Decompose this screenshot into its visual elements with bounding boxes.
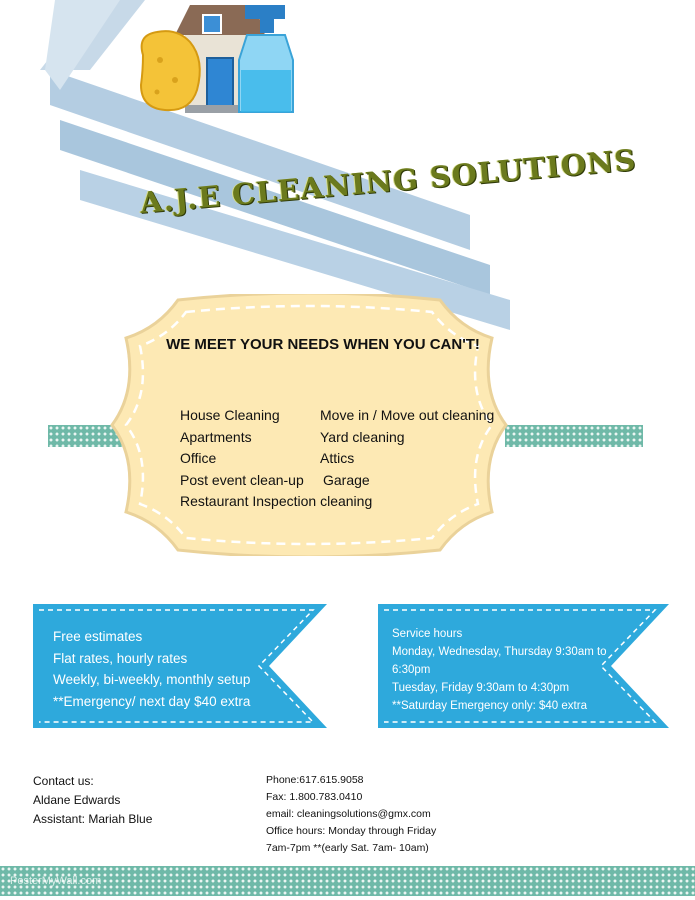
contact-line: Contact us: (33, 774, 94, 788)
contact-names (33, 772, 152, 829)
contact-line: Aldane Edwards (33, 793, 121, 807)
sponge-icon (141, 31, 200, 110)
service-item: Restaurant Inspection cleaning (180, 493, 373, 509)
service-item: Apartments (180, 428, 252, 445)
contact-details (266, 772, 436, 857)
contact-line: email: cleaningsolutions@gmx.com (266, 808, 431, 820)
offer-item: Weekly, bi-weekly, monthly setup (53, 672, 251, 687)
hours-line: Tuesday, Friday 9:30am to 4:30pm (392, 682, 570, 694)
service-item: Attics (320, 450, 355, 466)
brand-title: A.J.E CLEANING SOLUTIONS (138, 142, 638, 220)
footer-polka-strip (0, 866, 695, 896)
contact-line: Office hours: Monday through Friday (266, 825, 437, 837)
service-item: Move in / Move out cleaning (320, 407, 495, 423)
hours-heading: Service hours (392, 628, 463, 640)
services-right-list (320, 405, 494, 491)
offer-item: Flat rates, hourly rates (53, 650, 188, 666)
polka-strip-right (505, 425, 643, 447)
cleaning-illustration (135, 0, 310, 120)
offers-list (53, 626, 250, 712)
offer-item: **Emergency/ next day $40 extra (53, 693, 251, 709)
watermark: PosterMyWall.com (10, 875, 102, 887)
hours-line: Monday, Wednesday, Thursday 9:30am to (392, 646, 607, 658)
contact-line: 7am-7pm **(early Sat. 7am- 10am) (266, 842, 429, 854)
contact-line: Fax: 1.800.783.0410 (266, 791, 363, 803)
tagline: WE MEET YOUR NEEDS WHEN YOU CAN'T! (166, 336, 480, 353)
offer-item: Free estimates (53, 629, 143, 644)
contact-line: Assistant: Mariah Blue (33, 812, 153, 826)
hours-block (392, 625, 607, 715)
contact-line: Phone:617.615.9058 (266, 774, 364, 786)
hours-line: **Saturday Emergency only: $40 extra (392, 700, 587, 712)
service-item: House Cleaning (180, 407, 280, 423)
hours-line: 6:30pm (392, 664, 431, 676)
service-item: Yard cleaning (320, 428, 405, 445)
service-item: Office (180, 450, 217, 466)
service-item: Post event clean-up (180, 471, 304, 488)
service-item: Garage (323, 471, 370, 488)
